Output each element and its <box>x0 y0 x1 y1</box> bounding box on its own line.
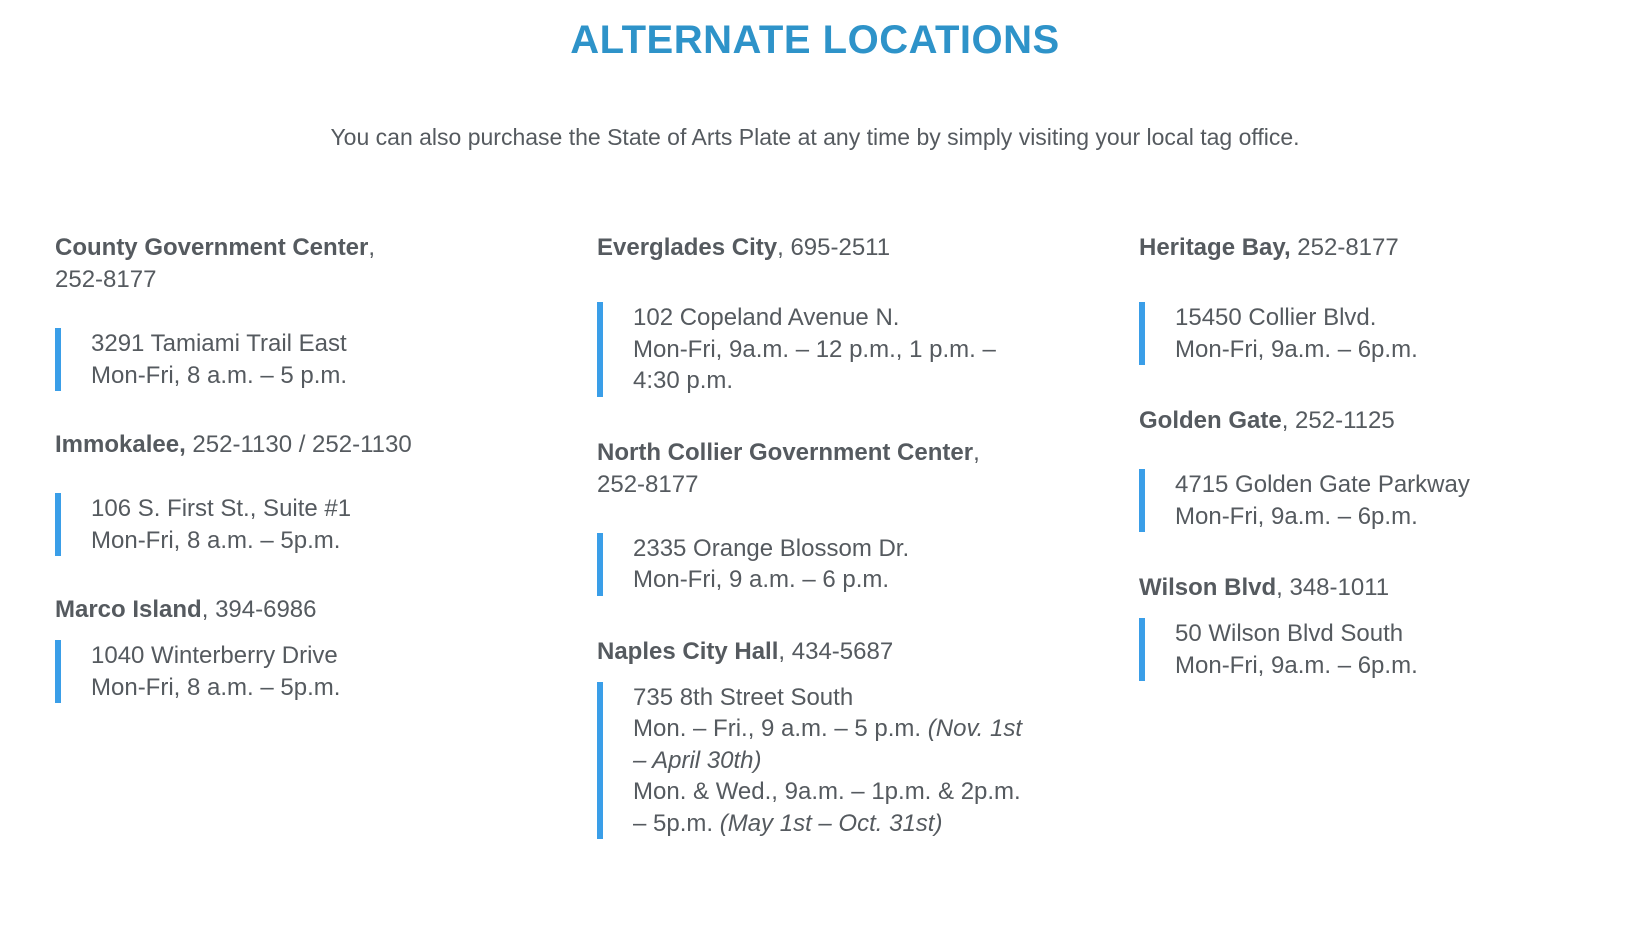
location-name: Everglades City <box>597 234 778 261</box>
location-address: 102 Copeland Avenue N. <box>633 304 900 331</box>
intro-text: You can also purchase the State of Arts Plate at any time by simply visiting your local tag office. <box>330 124 1300 150</box>
location-details <box>597 682 1033 840</box>
location-hours: Mon-Fri, 8 a.m. – 5p.m. <box>91 673 341 701</box>
location-separator: , <box>1281 407 1289 434</box>
location-address: 1040 Winterberry Drive <box>91 642 338 669</box>
location-marco-island <box>55 594 555 703</box>
location-name: Marco Island <box>55 596 202 623</box>
location-separator: , <box>973 438 980 466</box>
location-phone: 695-2511 <box>790 234 891 261</box>
location-phone: 252-1125 <box>1295 407 1395 434</box>
location-heading <box>1139 405 1630 437</box>
location-immokalee <box>55 429 555 556</box>
location-separator: , <box>777 234 784 261</box>
location-address: 2335 Orange Blossom Dr. <box>633 534 910 562</box>
location-details <box>1139 618 1630 681</box>
location-season-note: (May 1st – Oct. 31st) <box>719 809 943 837</box>
location-heading <box>1139 232 1630 264</box>
location-phone: 252-8177 <box>55 266 157 293</box>
location-hours-winter: Mon. – Fri., 9 a.m. – 5 p.m. <box>633 715 922 742</box>
location-address: 4715 Golden Gate Parkway <box>1175 471 1470 498</box>
locations-column-1 <box>55 232 555 703</box>
location-phone: 252-8177 <box>1297 234 1399 261</box>
location-name: Heritage Bay, <box>1139 234 1291 261</box>
location-name: Golden Gate <box>1139 407 1282 434</box>
location-details <box>55 640 555 703</box>
location-separator: , <box>778 637 786 665</box>
location-details <box>55 493 555 556</box>
location-address: 3291 Tamiami Trail East <box>91 330 347 357</box>
location-hours: Mon-Fri, 9 a.m. – 6 p.m. <box>633 566 890 593</box>
location-phone: 252-1130 / 252-1130 <box>192 431 412 458</box>
location-hours: Mon-Fri, 9a.m. – 6p.m. <box>1175 335 1418 363</box>
location-details <box>597 533 1097 596</box>
location-hours-summer: Mon. & Wed., 9a.m. – 1p.m. & 2p.m. – 5p.m. <box>633 778 1021 837</box>
locations-column-2 <box>597 232 1097 839</box>
location-hours: Mon-Fri, 9a.m. – 12 p.m., 1 p.m. – 4:30 p.m. <box>633 335 996 394</box>
location-hours <box>633 713 1033 776</box>
location-phone: 394-6986 <box>215 596 317 623</box>
location-naples-city-hall <box>597 636 1097 840</box>
location-heading <box>55 429 555 461</box>
location-north-collier-government-center <box>597 437 1097 596</box>
location-wilson-blvd <box>1139 572 1630 681</box>
locations-column-3 <box>1139 232 1630 681</box>
location-heading <box>597 232 1097 264</box>
location-address: 50 Wilson Blvd South <box>1175 620 1404 647</box>
page-title: ALTERNATE LOCATIONS <box>570 18 1060 62</box>
location-heritage-bay <box>1139 232 1630 365</box>
location-heading <box>597 437 1097 501</box>
location-details <box>1139 302 1630 365</box>
location-address: 15450 Collier Blvd. <box>1175 304 1377 331</box>
location-county-government-center <box>55 232 555 391</box>
location-phone: 252-8177 <box>597 470 699 498</box>
location-phone: 434-5687 <box>791 637 894 665</box>
location-name: Immokalee, <box>55 431 186 458</box>
location-separator: , <box>1276 574 1283 601</box>
location-season-note: (Nov. 1st – April 30th) <box>633 715 1023 774</box>
location-name: County Government Center <box>55 234 369 261</box>
location-hours: Mon-Fri, 8 a.m. – 5 p.m. <box>91 361 348 389</box>
location-address: 106 S. First St., Suite #1 <box>91 495 352 522</box>
location-separator: , <box>201 596 209 623</box>
location-name: Naples City Hall <box>597 637 779 665</box>
location-name: North Collier Government Center <box>597 438 974 466</box>
location-heading <box>55 232 555 296</box>
location-hours: Mon-Fri, 9a.m. – 6p.m. <box>1175 502 1418 530</box>
location-phone: 348-1011 <box>1289 574 1390 601</box>
location-name: Wilson Blvd <box>1139 574 1277 601</box>
location-heading <box>1139 572 1630 604</box>
location-everglades-city <box>597 232 1097 397</box>
location-golden-gate <box>1139 405 1630 532</box>
location-hours <box>633 776 1033 839</box>
location-details <box>1139 469 1630 532</box>
location-hours: Mon-Fri, 8 a.m. – 5p.m. <box>91 526 341 554</box>
location-address: 735 8th Street South <box>633 683 854 711</box>
location-heading <box>597 636 1097 668</box>
location-details <box>55 328 555 391</box>
location-details <box>597 302 1033 397</box>
location-separator: , <box>368 234 376 261</box>
location-hours: Mon-Fri, 9a.m. – 6p.m. <box>1175 651 1418 679</box>
location-heading <box>55 594 555 626</box>
